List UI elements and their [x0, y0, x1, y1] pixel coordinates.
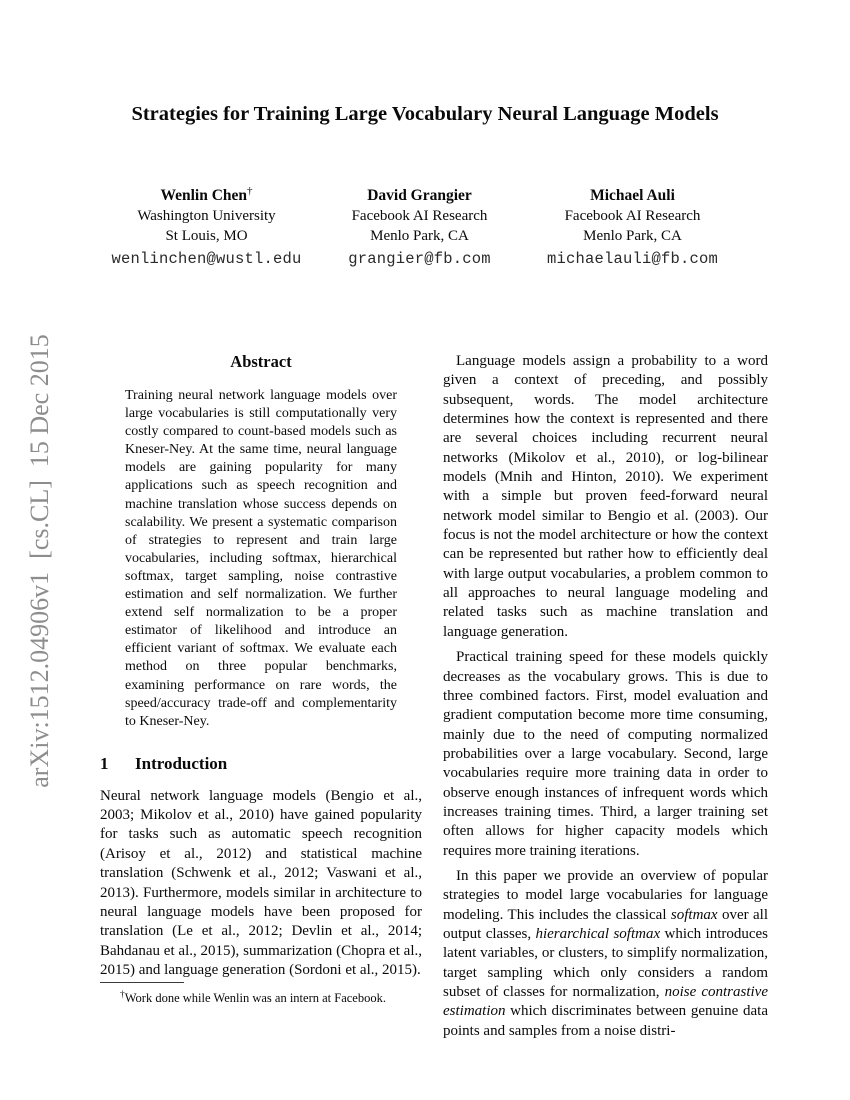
author-affiliation-line: Menlo Park, CA [370, 228, 469, 245]
footnote-rule [100, 982, 184, 983]
section-title: Introduction [135, 753, 228, 773]
author-affiliation-line: Facebook AI Research [564, 208, 701, 225]
author-affiliation-line: Facebook AI Research [351, 208, 488, 225]
footnote-text [100, 988, 422, 1006]
author-affiliation-line: St Louis, MO [165, 228, 248, 245]
footnote-body: Work done while Wenlin was an intern at Facebook. [124, 991, 386, 1006]
arxiv-watermark: arXiv:1512.04906v1 [cs.CL] 15 Dec 2015 [25, 334, 54, 788]
section-number: 1 [100, 753, 109, 773]
author-name-text: David Grangier [367, 187, 472, 205]
author-name [313, 181, 526, 206]
author-michael-auli [526, 181, 739, 269]
abstract-text: Training neural network language models over large vocabularies is still computationally very costly compared to count-based models such as Kneser-Ney. At the same time, neural language models are gaining popularity for many applications such as speech recognition and machine translation whose success depends on scalability. We present a systematic comparison of strategies to represent and train large vocabularies, including softmax, hierarchical softmax, target sampling, noise contrastive estimation and self normalization. We further extend self normalization to be a proper estimator of likelihood and introduce an efficient variant of softmax. We evaluate each method on three popular benchmarks, examining performance on rare words, the speed/accuracy trade-off and complementarity to Kneser-Ney. [125, 388, 397, 729]
author-name [526, 181, 739, 206]
author-email: grangier@fb.com [348, 250, 491, 269]
left-column [100, 352, 422, 980]
footnote-mark: † [120, 990, 125, 1000]
intro-paragraph: Neural network language models (Bengio et al., 2003; Mikolov et al., 2010) have gained popularity for tasks such as automatic speech recognition (Arisoy et al., 2012) and statistical machine translation (Schwenk et al., 2012; Vaswani et al., 2013). Furthermore, models similar in architecture to neural language models have been proposed for translation (Le et al., 2012; Devlin et al., 2014; Bahdanau et al., 2015), summarization (Chopra et al., 2015) and language generation (Sordoni et al., 2015). [100, 787, 422, 978]
author-email: wenlinchen@wustl.edu [111, 250, 302, 269]
abstract-heading: Abstract [230, 352, 292, 371]
paragraph-language-models: Language models assign a probability to a word given a context of preceding, and possibly subsequent, words. The model architecture determines how the context is represented and there are several choices including recurrent neural networks (Mikolov et al., 2010), or log-bilinear models (Mnih and Hinton, 2010). We experiment with a simple but proven feed-forward neural network model similar to Bengio et al. (2003). Our focus is not the model architecture or how the context can be represented but rather how to efficiently deal with large output vocabularies, a problem common to all approaches to neural language modeling and related tasks such as machine translation and language generation. [443, 353, 768, 640]
author-wenlin-chen [100, 181, 313, 269]
author-name [100, 181, 313, 206]
paragraph-strategies-overview: In this paper we provide an overview of popular strategies to model large vocabularies for language modeling. This includes the classical softmax over all output classes, hierarchical softmax which introduces latent variables, or clusters, to simplify normalization, target sampling which only considers a random subset of classes for normalization, noise contrastive estimation which discriminates between genuine data points and samples from a noise distri- [443, 867, 769, 1039]
paragraph-training-speed: Practical training speed for these models quickly decreases as the vocabulary grows. This is due to three combined factors. First, model evaluation and gradient computation become more time consuming, mainly due to the need of computing normalized probabilities over a large vocabulary. Second, large vocabularies require more training data in order to observe enough instances of infrequent words which increases training times. Third, a larger training set often allows for higher capacity models which requires more training iterations. [443, 649, 768, 859]
author-email: michaelauli@fb.com [546, 250, 719, 269]
author-david-grangier [313, 181, 526, 269]
author-affiliation-line: Washington University [137, 208, 276, 225]
author-name-text: Wenlin Chen [160, 187, 248, 205]
footnote [100, 982, 422, 1006]
author-affiliation-line: Menlo Park, CA [583, 228, 682, 245]
paper-title: Strategies for Training Large Vocabulary Neural Language Models [131, 103, 719, 125]
author-name-text: Michael Auli [590, 187, 675, 205]
author-block [100, 181, 740, 269]
section-heading-introduction [100, 754, 422, 774]
right-column [443, 352, 768, 1041]
author-footnote-mark: † [247, 185, 253, 197]
